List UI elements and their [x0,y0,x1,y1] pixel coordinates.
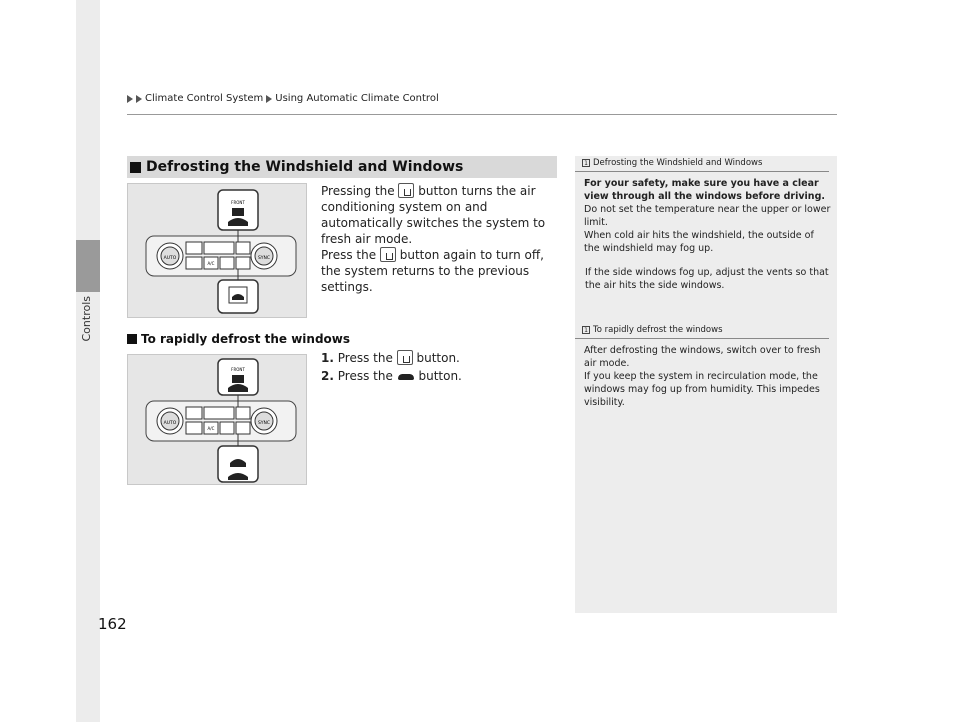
note-title-text: Defrosting the Windshield and Windows [593,158,763,168]
header-divider [127,114,837,115]
breadcrumb-arrow-icon [266,95,272,103]
breadcrumb-item[interactable]: Climate Control System [145,93,264,104]
subsection-heading [127,332,350,346]
rapid-defrost-drawing [128,355,307,485]
note-ref-icon: 1 [582,159,590,167]
subsection-title: To rapidly defrost the windows [141,332,351,346]
note-line: After defrosting the windows, switch over to fresh air mode. [584,345,821,369]
breadcrumb-arrow-icon [136,95,142,103]
note-warning: For your safety, make sure you have a clear view through all the windows before driving. [584,178,825,202]
ac-label: A/C [207,261,215,266]
section-heading [127,156,557,178]
step-text: Press the [337,351,397,365]
side-tab-label: Controls [80,296,93,342]
page-number: 162 [98,615,127,633]
note-line: If the side windows fog up, adjust the vents so that the air hits the side windows. [585,267,829,291]
heading-square-icon [127,334,137,344]
intro-paragraph-2 [321,247,551,295]
fresh-air-button-icon [397,370,415,382]
auto-label: AUTO [163,256,177,261]
rapid-defrost-illustration [127,354,307,485]
intro-paragraph-1 [321,183,551,247]
intro-text: button again to turn off, the system returns to the previous settings. [321,248,544,294]
step-text: Press the [337,369,397,383]
climate-panel-illustration [127,183,307,318]
climate-panel-drawing [128,184,307,318]
front-defrost-button-icon [380,247,396,262]
note-title [575,158,829,172]
note-rapid-defrost [582,325,832,409]
note-ref-icon: 1 [582,326,590,334]
note-title [575,325,829,339]
note-line: When cold air hits the windshield, the outside of the windshield may fog up. [584,230,814,254]
side-tab [76,0,100,722]
auto-label: AUTO [163,421,177,426]
front-defrost-button-icon [398,183,414,198]
intro-text: Pressing the [321,184,399,198]
step-text: button. [414,369,462,383]
breadcrumb [127,93,439,104]
note-line: If you keep the system in recirculation mode, the windows may fog up from humidity. This impedes visibility. [584,371,820,408]
note-line: Do not set the temperature near the upper or lower limit. [584,204,831,228]
sync-label: SYNC [257,256,271,261]
front-label: FRONT [231,367,245,372]
breadcrumb-item[interactable]: Using Automatic Climate Control [275,93,439,104]
step-number: 1. [321,351,334,365]
section-title: Defrosting the Windshield and Windows [146,159,464,175]
step-number: 2. [321,369,334,383]
breadcrumb-arrow-icon [127,95,133,103]
note-body [582,172,832,292]
ac-label: A/C [207,426,215,431]
side-tab-marker [76,240,100,292]
note-defrosting [582,158,832,292]
front-label: FRONT [231,200,245,205]
step-text: button. [412,351,460,365]
intro-text: button turns the air conditioning system on and automatically switches the system to fresh air mode. [321,184,546,246]
intro-text: Press the [321,248,380,262]
heading-square-icon [130,162,141,173]
steps-list [321,350,462,384]
sync-label: SYNC [257,421,271,426]
front-defrost-button-icon [397,350,413,365]
step-item [321,368,462,384]
step-item [321,350,462,366]
note-body [582,339,832,409]
note-title-text: To rapidly defrost the windows [593,325,723,335]
